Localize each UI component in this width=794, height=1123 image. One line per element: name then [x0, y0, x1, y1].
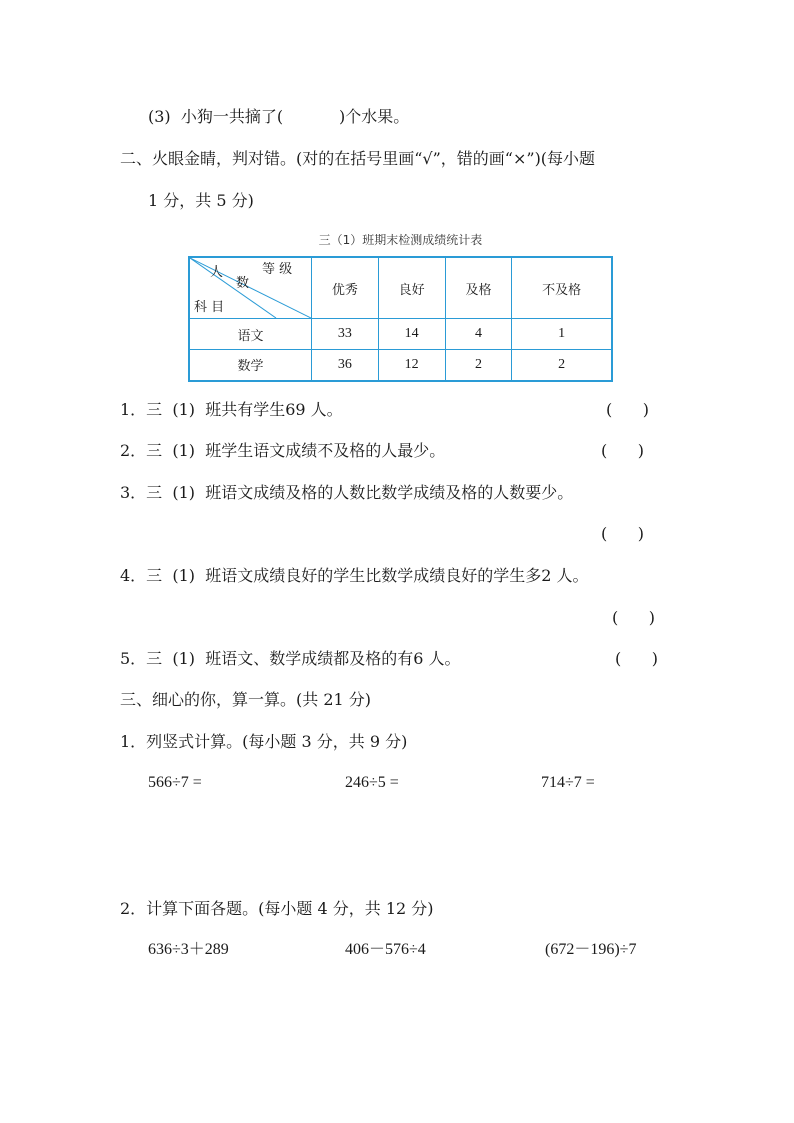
table-row — [189, 350, 612, 381]
cell-value: 36 — [312, 350, 379, 381]
header-excellent: 优秀 — [312, 257, 379, 319]
corner-count-label-2: 数 — [236, 276, 250, 291]
cell-value: 4 — [445, 319, 512, 350]
part-2-title: 2．计算下面各题。(每小题 4 分，共 12 分) — [120, 899, 434, 918]
table-corner-header — [189, 257, 312, 319]
table-caption: 三（1）班期末检测成绩统计表 — [318, 233, 483, 247]
vertical-calc-problem-2: 246÷5 = — [345, 774, 399, 791]
judge-item-5: 5．三 (1) 班语文、数学成绩都及格的有6 人。 — [120, 649, 461, 668]
header-good: 良好 — [378, 257, 445, 319]
cell-value: 2 — [445, 350, 512, 381]
question-item-3: (3) 小狗一共摘了( )个水果。 — [148, 107, 410, 126]
vertical-calc-problem-3: 714÷7 = — [541, 774, 595, 791]
section-2-title: 二、火眼金睛，判对错。(对的在括号里画“√”，错的画“×”)(每小题 — [120, 149, 596, 168]
cell-value: 2 — [512, 350, 612, 381]
row-subject: 语文 — [189, 319, 312, 350]
answer-parentheses-4[interactable]: ( ) — [612, 608, 655, 627]
answer-parentheses-5[interactable]: ( ) — [615, 649, 658, 668]
corner-count-label-1: 人 — [210, 265, 224, 280]
answer-parentheses-2[interactable]: ( ) — [601, 441, 644, 460]
table-row — [189, 319, 612, 350]
corner-grade-label: 等 级 — [262, 262, 293, 277]
score-statistics-table — [188, 256, 613, 382]
section-2-title-cont: 1 分，共 5 分) — [148, 191, 254, 210]
judge-item-2: 2．三 (1) 班学生语文成绩不及格的人最少。 — [120, 441, 446, 460]
calc-problem-3: (672－196)÷7 — [545, 941, 637, 958]
answer-parentheses-1[interactable]: ( ) — [606, 400, 649, 419]
cell-value: 1 — [512, 319, 612, 350]
answer-parentheses-3[interactable]: ( ) — [601, 524, 644, 543]
judge-item-3: 3．三 (1) 班语文成绩及格的人数比数学成绩及格的人数要少。 — [120, 483, 574, 502]
judge-item-4: 4．三 (1) 班语文成绩良好的学生比数学成绩良好的学生多2 人。 — [120, 566, 589, 585]
header-pass: 及格 — [445, 257, 512, 319]
corner-subject-label: 科 目 — [194, 300, 225, 315]
row-subject: 数学 — [189, 350, 312, 381]
cell-value: 12 — [378, 350, 445, 381]
cell-value: 14 — [378, 319, 445, 350]
cell-value: 33 — [312, 319, 379, 350]
calc-problem-2: 406－576÷4 — [345, 941, 426, 958]
part-1-title: 1．列竖式计算。(每小题 3 分，共 9 分) — [120, 732, 408, 751]
vertical-calc-problem-1: 566÷7 = — [148, 774, 202, 791]
calc-problem-1: 636÷3＋289 — [148, 941, 229, 958]
header-fail: 不及格 — [512, 257, 612, 319]
judge-item-1: 1．三 (1) 班共有学生69 人。 — [120, 400, 343, 419]
section-3-title: 三、细心的你，算一算。(共 21 分) — [120, 690, 372, 709]
